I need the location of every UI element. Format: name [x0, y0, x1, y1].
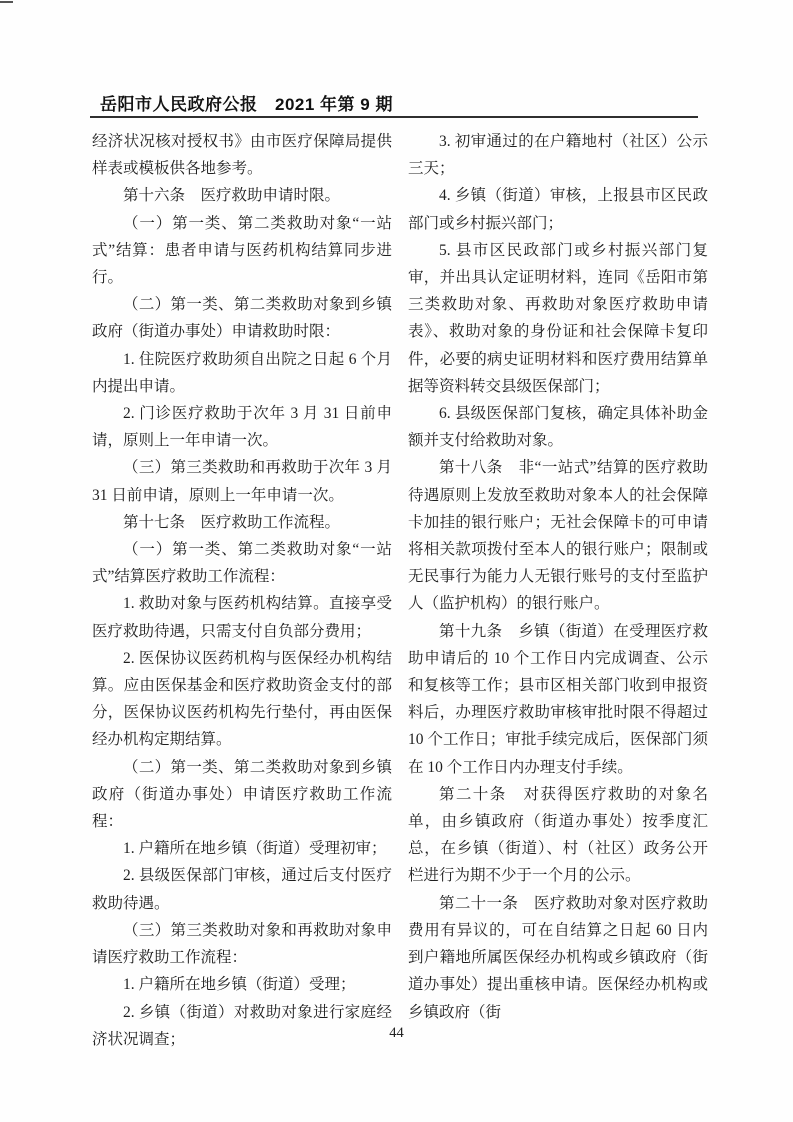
paragraph: 4. 乡镇（街道）审核，上报县市区民政部门或乡村振兴部门；: [408, 187, 708, 232]
paragraph: 5. 县市区民政部门或乡村振兴部门复审，并出具认定证明材料，连同《岳阳市第三类救助对象、再救助对象医疗救助申请表》、救助对象的身份证和社会保障卡复印件，必要的病史证明材料和医疗费用结算单据等资料转交县级医保部门；: [408, 241, 708, 395]
paragraph: 第十七条 医疗救助工作流程。: [123, 513, 341, 531]
paragraph: （三）第三类救助对象和再救助对象申请医疗救助工作流程：: [92, 921, 392, 967]
paragraph: 2. 医保协议医药机构与医保经办机构结算。应由医保基金和医疗救助资金支付的部分，医保协议医药机构先行垫付，再由医保经办机构定期结算。: [92, 649, 392, 749]
gazette-header-title: 岳阳市人民政府公报 2021 年第 9 期: [100, 95, 393, 114]
paragraph: 第十六条 医疗救助申请时限。: [123, 187, 341, 205]
paragraph: （一）第一类、第二类救助对象“一站式”结算：患者申请与医药机构结算同步进行。: [92, 214, 392, 287]
paragraph: （二）第一类、第二类救助对象到乡镇政府（街道办事处）申请救助时限：: [92, 296, 392, 341]
header-divider: [90, 116, 698, 118]
paragraph: 1. 户籍所在地乡镇（街道）受理；: [123, 976, 356, 994]
paragraph: 2. 乡镇（街道）对救助对象进行家庭经济状况调查；: [92, 1003, 392, 1048]
paragraph: 第二十条 对获得医疗救助的对象名单，由乡镇政府（街道办事处）按季度汇总，在乡镇（街道）、村（社区）政务公开栏进行为期不少于一个月的公示。: [408, 785, 708, 885]
paragraph: 2. 门诊医疗救助于次年 3 月 31 日前申请，原则上一年申请一次。: [92, 405, 392, 450]
paragraph: 1. 户籍所在地乡镇（街道）受理初审；: [123, 840, 387, 858]
paragraph: 6. 县级医保部门复核，确定具体补助金额并支付给救助对象。: [408, 405, 708, 450]
page-number: 44: [389, 1025, 404, 1041]
paragraph: （一）第一类、第二类救助对象“一站式”结算医疗救助工作流程：: [92, 541, 392, 586]
scan-artifact: [0, 1, 13, 3]
two-column-body: [92, 128, 708, 1053]
left-column: [92, 128, 392, 1053]
paragraph: 1. 救助对象与医药机构结算。直接享受医疗救助待遇，只需支付自负部分费用；: [92, 595, 392, 640]
paragraph: 第十九条 乡镇（街道）在受理医疗救助申请后的 10 个工作日内完成调查、公示和复核等工作；县市区相关部门收到申报资料后，办理医疗救助审核审批时限不得超过 10 个工作日；审批手续完成后，医保部门须在 10 个工作日内办理支付手续。: [408, 622, 708, 776]
paragraph: 2. 县级医保部门审核，通过后支付医疗救助待遇。: [92, 867, 392, 912]
paragraph: 1. 住院医疗救助须自出院之日起 6 个月内提出申请。: [92, 350, 392, 395]
paragraph: （三）第三类救助和再救助于次年 3 月 31 日前申请，原则上一年申请一次。: [92, 459, 392, 504]
paragraph: 第十八条 非“一站式”结算的医疗救助待遇原则上发放至救助对象本人的社会保障卡加挂的银行账户；无社会保障卡的可申请将相关款项拨付至本人的银行账户；限制或无民事行为能力人无银行账号的支付至监护人（监护机构）的银行账户。: [408, 459, 708, 613]
paragraph: 第二十一条 医疗救助对象对医疗救助费用有异议的，可在自结算之日起 60 日内到户籍地所属医保经办机构或乡镇政府（街道办事处）提出重核申请。医保经办机构或乡镇政府（街: [408, 894, 708, 1021]
paragraph: （二）第一类、第二类救助对象到乡镇政府（街道办事处）申请医疗救助工作流程：: [92, 758, 392, 831]
paragraph: 3. 初审通过的在户籍地村（社区）公示三天；: [408, 133, 708, 178]
right-column: [408, 128, 708, 1053]
paragraph: 经济状况核对授权书》由市医疗保障局提供样表或模板供各地参考。: [92, 133, 392, 178]
